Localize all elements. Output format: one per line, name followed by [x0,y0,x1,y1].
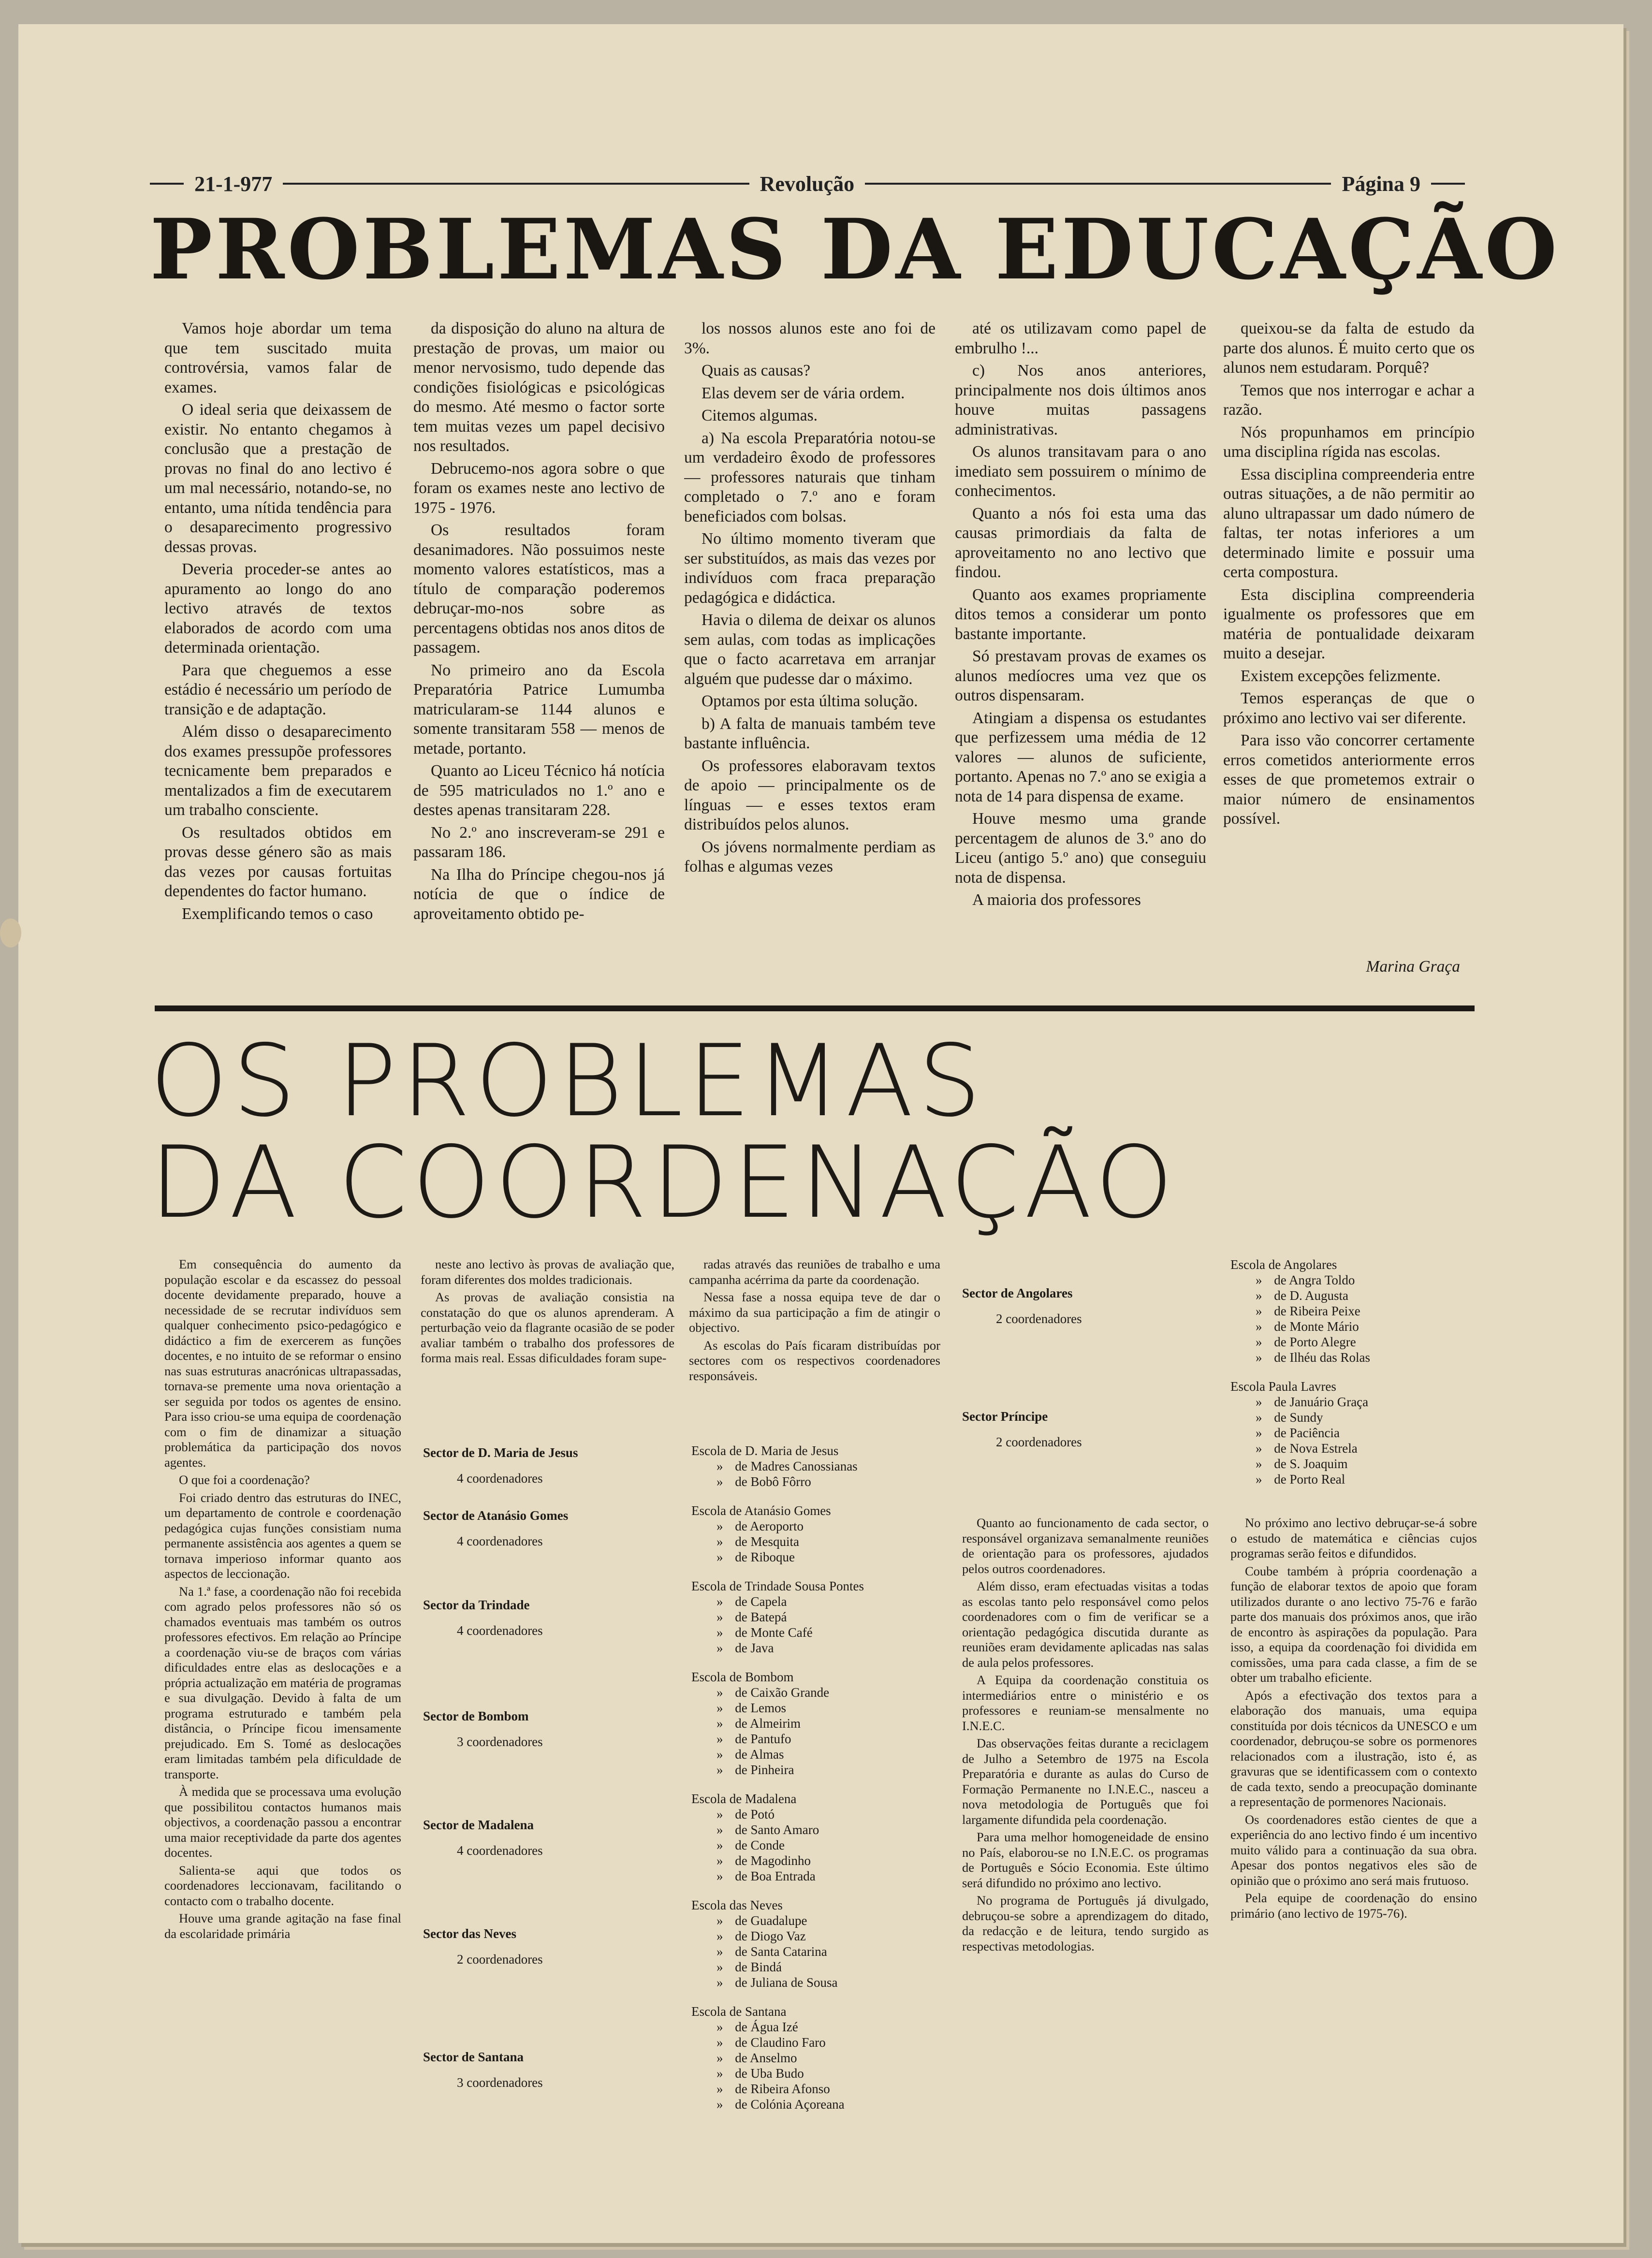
school-branch: » de S. Joaquim [1256,1456,1472,1471]
paragraph: Esta disciplina compreenderia igualmente os professores que em matéria de pontualidade deixaram muito a desejar. [1223,585,1475,662]
school-branch: » de Madres Canossianas [716,1458,948,1474]
page-number: Página 9 [1342,172,1421,196]
school-branch: » de Porto Alegre [1256,1334,1472,1350]
article1-column-5 [1223,319,1475,947]
school-group [1230,1257,1472,1365]
article1-column-3 [684,319,936,986]
school-group [691,1443,948,1489]
paragraph: Temos que nos interrogar e achar a razão. [1223,381,1475,419]
paragraph: Na 1.ª fase, a coordenação não foi recebida com agrado pelos professores não só os chamados eventuais mas também os outros professores efectivos. Em relação ao Príncipe a coordenação viu-se de braços com várias dificuldades entre elas as deslocações e a própria actualização em matéria de programas e sua divulgação. Devido à falta de um programa estruturado e também pela distância, o Príncipe ficou imensamente prejudicado. Em S. Tomé as deslocações eram limitadas também pela dificuldade de transporte. [164,1584,401,1781]
school-branch: » de Santa Catarina [716,1944,948,1959]
paper-edge-tear [0,918,21,947]
school-branch: » de Conde [716,1837,948,1853]
paragraph: da disposição do aluno na altura de prestação de provas, um maior ou menor nervosismo, tudo depende das condições fisiológicas e psicológicas do mesmo. Até mesmo o factor sorte tem muitas vezes um papel decisivo nos resultados. [413,320,665,455]
school-branch: » de Guadalupe [716,1913,948,1928]
paragraph: Os resultados obtidos em provas desse género são as mais das vezes por causas fortuitas dependentes do factor humano. [164,823,392,900]
paragraph: Quanto aos exames propriamente ditos temos a considerar um ponto bastante importante. [955,585,1206,643]
paragraph: c) Nos anos anteriores, principalmente nos dois últimos anos houve muitas passagens administrativas. [955,362,1206,438]
article1-column-2 [413,319,665,986]
school-title: Escola de Bombom [691,1670,794,1684]
sector-entry: Sector da Trindade 4 coordenadores [423,1598,543,1638]
school-title: Escola Paula Lavres [1230,1379,1336,1394]
school-branch: » de Nova Estrela [1256,1441,1472,1456]
school-group [691,1897,948,1990]
article2-column-3 [689,1257,940,1421]
sector-entry: Sector Príncipe 2 coordenadores [962,1409,1082,1449]
paragraph: Após a efectivação dos textos para a elaboração dos manuais, uma equipa constituída por dois técnicos da UNESCO e um coordenador, debruçou-se sobre os pormenores relacionados com a ilustração, isto é, as gravuras que se identificassem com o contexto de cada texto, sendo a preocupação dominante a representação de pormenores Nacionais. [1230,1688,1477,1809]
school-group [1230,1379,1472,1487]
school-branch: » de Ribeira Afonso [716,2081,948,2097]
school-branch: » de Boa Entrada [716,1868,948,1884]
article2-headline-line2: DA COORDENAÇÃO [150,1125,1178,1240]
school-branch: » de Java [716,1640,948,1656]
section-divider [155,1005,1475,1011]
school-branch: » de Porto Real [1256,1471,1472,1487]
school-title: Escola de Trindade Sousa Pontes [691,1579,864,1593]
paragraph: Deveria proceder-se antes ao apuramento ao longo do ano lectivo através de textos elaborados de acordo com uma determinada orientação. [164,560,392,656]
article2-column-1 [164,1257,401,2127]
paragraph: neste ano lectivo às provas de avaliação que, foram diferentes dos moldes tradicionais. [421,1257,674,1287]
school-branch: » de Januário Graça [1256,1394,1472,1410]
school-branch: » de Riboque [716,1549,948,1565]
school-branch: » de Colónia Açoreana [716,2097,948,2112]
paragraph: b) A falta de manuais também teve bastante influência. [684,714,936,752]
paragraph: No programa de Português já divulgado, debruçou-se sobre a aprendizagem do ditado, da redacção e de leitura, tendo surgido as respectivas metodologias. [962,1893,1209,1953]
paragraph: No próximo ano lectivo debruçar-se-á sobre o estudo de matemática e ciências cujos programas serão feitos e difundidos. [1230,1515,1477,1560]
paragraph: Das observações feitas durante a reciclagem de Julho a Setembro de 1975 na Escola Preparatória e durante as aulas do Curso de Formação Permanente no I.N.E.C., nasceu a nova metodologia de Português que foi largamente difundida pela coordenação. [962,1736,1209,1827]
school-branch: » de Santo Amaro [716,1822,948,1837]
school-branch: » de Magodinho [716,1853,948,1868]
paragraph: Os professores elaboravam textos de apoio — principalmente os de línguas — e esses textos eram distribuídos pelos alunos. [684,757,936,833]
school-branch: » de Água Izé [716,2019,948,2035]
paragraph: Existem excepções felizmente. [1241,667,1441,685]
paragraph: Os alunos transitavam para o ano imediato sem possuirem o mínimo de conhecimentos. [955,443,1206,500]
paragraph: a) Na escola Preparatória notou-se um verdadeiro êxodo de professores — professores naturais que tinham completado o 7.º ano e foram beneficiados com bolsas. [684,429,936,525]
paragraph: No primeiro ano da Escola Preparatória Patrice Lumumba matricularam-se 1144 alunos e somente transitaram 558 — menos de metade, portanto. [413,661,665,758]
school-branch: » de Ribeira Peixe [1256,1303,1472,1319]
sector-entry: Sector de Atanásio Gomes 4 coordenadores [423,1508,569,1548]
paragraph: O ideal seria que deixassem de existir. No entanto chegamos à conclusão que a prestação de provas no final do ano lectivo é um mal necessário, notando-se, no entanto, uma nítida tendência para o desaparecimento progressivo dessas provas. [164,401,392,556]
school-group [691,1791,948,1884]
paragraph: Foi criado dentro das estruturas do INEC, um departamento de controle e coordenação pedagógica cujas funções consistiam numa permanente assistência aos agentes a quem se tornava imperioso informar quanto aos aspectos de leccionação. [164,1490,401,1581]
school-branch: » de Ilhéu das Rolas [1256,1350,1472,1365]
school-branch: » de Almas [716,1747,948,1762]
paragraph: Para que cheguemos a esse estádio é necessário um período de transição e de adaptação. [164,661,392,718]
school-branch: » de Capela [716,1594,948,1609]
running-header [150,172,1465,196]
school-title: Escola de Angolares [1230,1257,1337,1272]
school-branch: » de Anselmo [716,2050,948,2066]
school-branch: » de Pinheira [716,1762,948,1777]
school-title: Escola de Atanásio Gomes [691,1503,831,1518]
school-branch: » de Mesquita [716,1534,948,1549]
header-rule [150,183,184,185]
paragraph: As provas de avaliação consistia na constatação do que os alunos aprenderam. A perturbação veio da flagrante ocasião de se poder avaliar também o trabalho dos professores de forma mais real. Essas dificuldades foram supe- [421,1290,674,1365]
school-branch: » de Almeirim [716,1716,948,1731]
paragraph: Para uma melhor homogeneidade de ensino no País, elaborou-se no I.N.E.C. os programas de Português e Sócio Economia. Este último será difundido no próximo ano lectivo. [962,1830,1209,1890]
paragraph: Quanto ao funcionamento de cada sector, o responsável organizava semanalmente reuniões de orientação para os professores, ajudados pelos outros coordenadores. [962,1515,1209,1576]
article1-column-4 [955,319,1206,986]
paragraph: Além disso, eram efectuadas visitas a todas as escolas tanto pelo responsável como pelos coordenadores com o fim de verificar se a orientação pedagógica discutida durante as reuniões eram devidamente aplicadas nas salas de aula pelos professores. [962,1579,1209,1670]
school-branch: » de Caixão Grande [716,1685,948,1700]
school-branch: » de Claudino Faro [716,2035,948,2050]
sector-entry: Sector de Santana 3 coordenadores [423,2050,543,2090]
school-branch: » de Lemos [716,1700,948,1716]
school-branch: » de Uba Budo [716,2066,948,2081]
paragraph: Atingiam a dispensa os estudantes que perfizessem uma média de 12 valores — alunos de suficiente, portanto. Apenas no 7.º ano se exigia a nota de 14 para dispensa de exame. [955,709,1206,805]
paragraph: Houve uma grande agitação na fase final da escolaridade primária [164,1911,401,1941]
article2-headline-line1: OS PROBLEMAS [150,1024,986,1139]
paragraph: Nessa fase a nossa equipa teve de dar o máximo da sua participação a fim de atingir o objectivo. [689,1290,940,1335]
school-branch: » de Paciência [1256,1425,1472,1441]
school-group [691,2004,948,2112]
header-rule [1431,183,1465,185]
school-branch: » de Potó [716,1806,948,1822]
paragraph: Os resultados foram desanimadores. Não possuimos neste momento valores estatísticos, mas a título de comparação poderemos debruçar-mo-nos sobre as percentagens obtidas nos anos ditos de passagem. [413,521,665,656]
paragraph: No último momento tiveram que ser substituídos, as mais das vezes por indivíduos com fraca preparação pedagógica e didáctica. [684,530,936,607]
school-branch: » de Angra Toldo [1256,1272,1472,1288]
paragraph: Essa disciplina compreenderia entre outras situações, a de não permitir ao aluno ultrapassar um dado número de faltas, ter notas inferiores a um determinado limite e possuir uma certa compostura. [1223,465,1475,581]
article1-column-1 [164,319,392,986]
paragraph: Coube também à própria coordenação a função de elaborar textos de apoio que foram utilizados durante o ano lectivo 75-76 e farão parte dos manuais dos próximos anos, que irão de encontro às aspirações da população. Para isso, a equipa da coordenação foi dividida em comissões, uma para cada classe, a fim de se obter um trabalho eficiente. [1230,1563,1477,1685]
newspaper-name: Revolução [760,172,855,196]
school-branch: » de Aeroporto [716,1518,948,1534]
paragraph: Vamos hoje abordar um tema que tem suscitado muita controvérsia, vamos falar de exames. [164,320,392,396]
paragraph: O que foi a coordenação? [179,1472,310,1487]
paragraph: Quanto a nós foi esta uma das causas primordiais da falta de aproveitamento no ano lectivo que findou. [955,504,1206,581]
school-list-column-5 [1230,1257,1472,1500]
school-branch: » de Sundy [1256,1410,1472,1425]
paragraph: Para isso vão concorrer certamente erros cometidos anteriormente erros esses de que prometemos extrair o maior número de ensinamentos possível. [1223,731,1475,828]
paragraph: Em consequência do aumento da população escolar e da escassez do pessoal docente devidamente preparado, houve a necessidade de se recrutar indivíduos sem qualquer conhecimento psico-pedagógico e didáctico a fim de exercerem as funções docentes, e no intuito de se reformar o ensino nas suas estruturas anacrónicas ultrapassadas, tornava-se premente uma nova orientação a ser seguida por todos os agentes de ensino. Para isso criou-se uma equipa de coordenação com o fim de dinamizar a situação problemática da participação dos novos agentes. [164,1257,401,1470]
article2-column-4 [962,1515,1209,2144]
paragraph: Houve mesmo uma grande percentagem de alunos de 3.º ano do Liceu (antigo 5.º ano) que conseguiu nota de dispensa. [955,810,1206,887]
paragraph: Elas devem ser de vária ordem. [702,384,905,402]
article2-column-2 [421,1257,674,1402]
paragraph: No 2.º ano inscreveram-se 291 e passaram 186. [413,823,665,861]
paragraph: Os coordenadores estão cientes de que a experiência do ano lectivo findo é um incentivo muito válido para a continuação da sua obra. Apesar dos pontos negativos eles são de opinião que o próximo ano será mais frutuoso. [1230,1812,1477,1888]
school-branch: » de Juliana de Sousa [716,1975,948,1990]
school-branch: » de Batepá [716,1609,948,1625]
school-branch: » de D. Augusta [1256,1288,1472,1303]
paragraph: queixou-se da falta de estudo da parte dos alunos. É muito certo que os alunos nem estudaram. Porquê? [1223,320,1475,377]
article2-column-5 [1230,1515,1477,2144]
school-branch: » de Monte Café [716,1625,948,1640]
paragraph: À medida que se processava uma evolução que possibilitou contactos humanos mais objectivos, a coordenação passou a encontrar uma maior receptividade da parte dos agentes docentes. [164,1784,401,1860]
paragraph: Exemplificando temos o caso [182,904,373,923]
paragraph: A maioria dos professores [972,891,1141,909]
sector-entry: Sector de D. Maria de Jesus 4 coordenadores [423,1445,578,1486]
sector-entry: Sector das Neves 2 coordenadores [423,1926,543,1967]
paragraph: até os utilizavam como papel de embrulho !... [955,320,1206,357]
paragraph: Optamos por esta última solução. [702,692,918,710]
school-title: Escola das Neves [691,1898,783,1912]
issue-date: 21-1-977 [194,172,273,196]
paragraph: Os jóvens normalmente perdiam as folhas e algumas vezes [684,838,936,875]
header-rule [865,183,1331,185]
paragraph: Além disso o desaparecimento dos exames pressupõe professores tecnicamente bem preparados e mentalizados a fim de executarem um trabalho consciente. [164,723,392,819]
sector-entry: Sector de Angolares 2 coordenadores [962,1286,1082,1326]
sector-entry: Sector de Madalena 4 coordenadores [423,1818,543,1858]
school-branch: » de Pantufo [716,1731,948,1747]
paragraph: As escolas do País ficaram distribuídas por sectores com os respectivos coordenadores responsáveis. [689,1338,940,1383]
paragraph: radas através das reuniões de trabalho e uma campanha acérrima da parte da coordenação. [689,1257,940,1287]
paragraph: Salienta-se aqui que todos os coordenadores leccionavam, facilitando o contacto com o trabalho docente. [164,1863,401,1908]
paragraph: Pela equipe de coordenação do ensino primário (ano lectivo de 1975-76). [1230,1891,1477,1921]
paragraph: Citemos algumas. [702,407,818,424]
school-list-column-3 [691,1443,948,2126]
school-branch: » de Monte Mário [1256,1319,1472,1334]
school-title: Escola de Santana [691,2004,787,2019]
paragraph: Temos esperanças de que o próximo ano lectivo vai ser diferente. [1223,689,1475,727]
paragraph: Só prestavam provas de exames os alunos medíocres uma vez que os outros dispensaram. [955,647,1206,704]
school-group [691,1669,948,1777]
article1-headline: PROBLEMAS DA EDUCAÇÃO [150,200,1560,298]
paragraph: Havia o dilema de deixar os alunos sem aulas, com todas as implicações que o facto acarretava em arranjar alguém que pudesse dar o máximo. [684,611,936,688]
header-rule [283,183,749,185]
school-title: Escola de Madalena [691,1792,797,1806]
school-branch: » de Bobô Fôrro [716,1474,948,1489]
paragraph: A Equipa da coordenação constituia os intermediários entre o ministério e os professores e reuniam-se mensalmente no I.N.E.C. [962,1673,1209,1733]
school-title: Escola de D. Maria de Jesus [691,1443,839,1458]
paragraph: Na Ilha do Príncipe chegou-nos já notícia de que o índice de aproveitamento obtido pe- [413,865,665,923]
paragraph: Nós propunhamos em princípio uma disciplina rígida nas escolas. [1223,423,1475,461]
sector-entry: Sector de Bombom 3 coordenadores [423,1709,543,1749]
school-group [691,1503,948,1565]
paragraph: Quais as causas? [702,362,811,379]
school-branch: » de Bindá [716,1959,948,1975]
article1-signature: Marina Graça [1366,958,1460,976]
paragraph: los nossos alunos este ano foi de 3%. [684,320,936,357]
paragraph: Quanto ao Liceu Técnico há notícia de 595 matriculados no 1.º ano e destes apenas transitaram 228. [413,762,665,819]
school-group [691,1578,948,1656]
school-branch: » de Diogo Vaz [716,1928,948,1944]
paragraph: Debrucemo-nos agora sobre o que foram os exames neste ano lectivo de 1975 - 1976. [413,459,665,517]
